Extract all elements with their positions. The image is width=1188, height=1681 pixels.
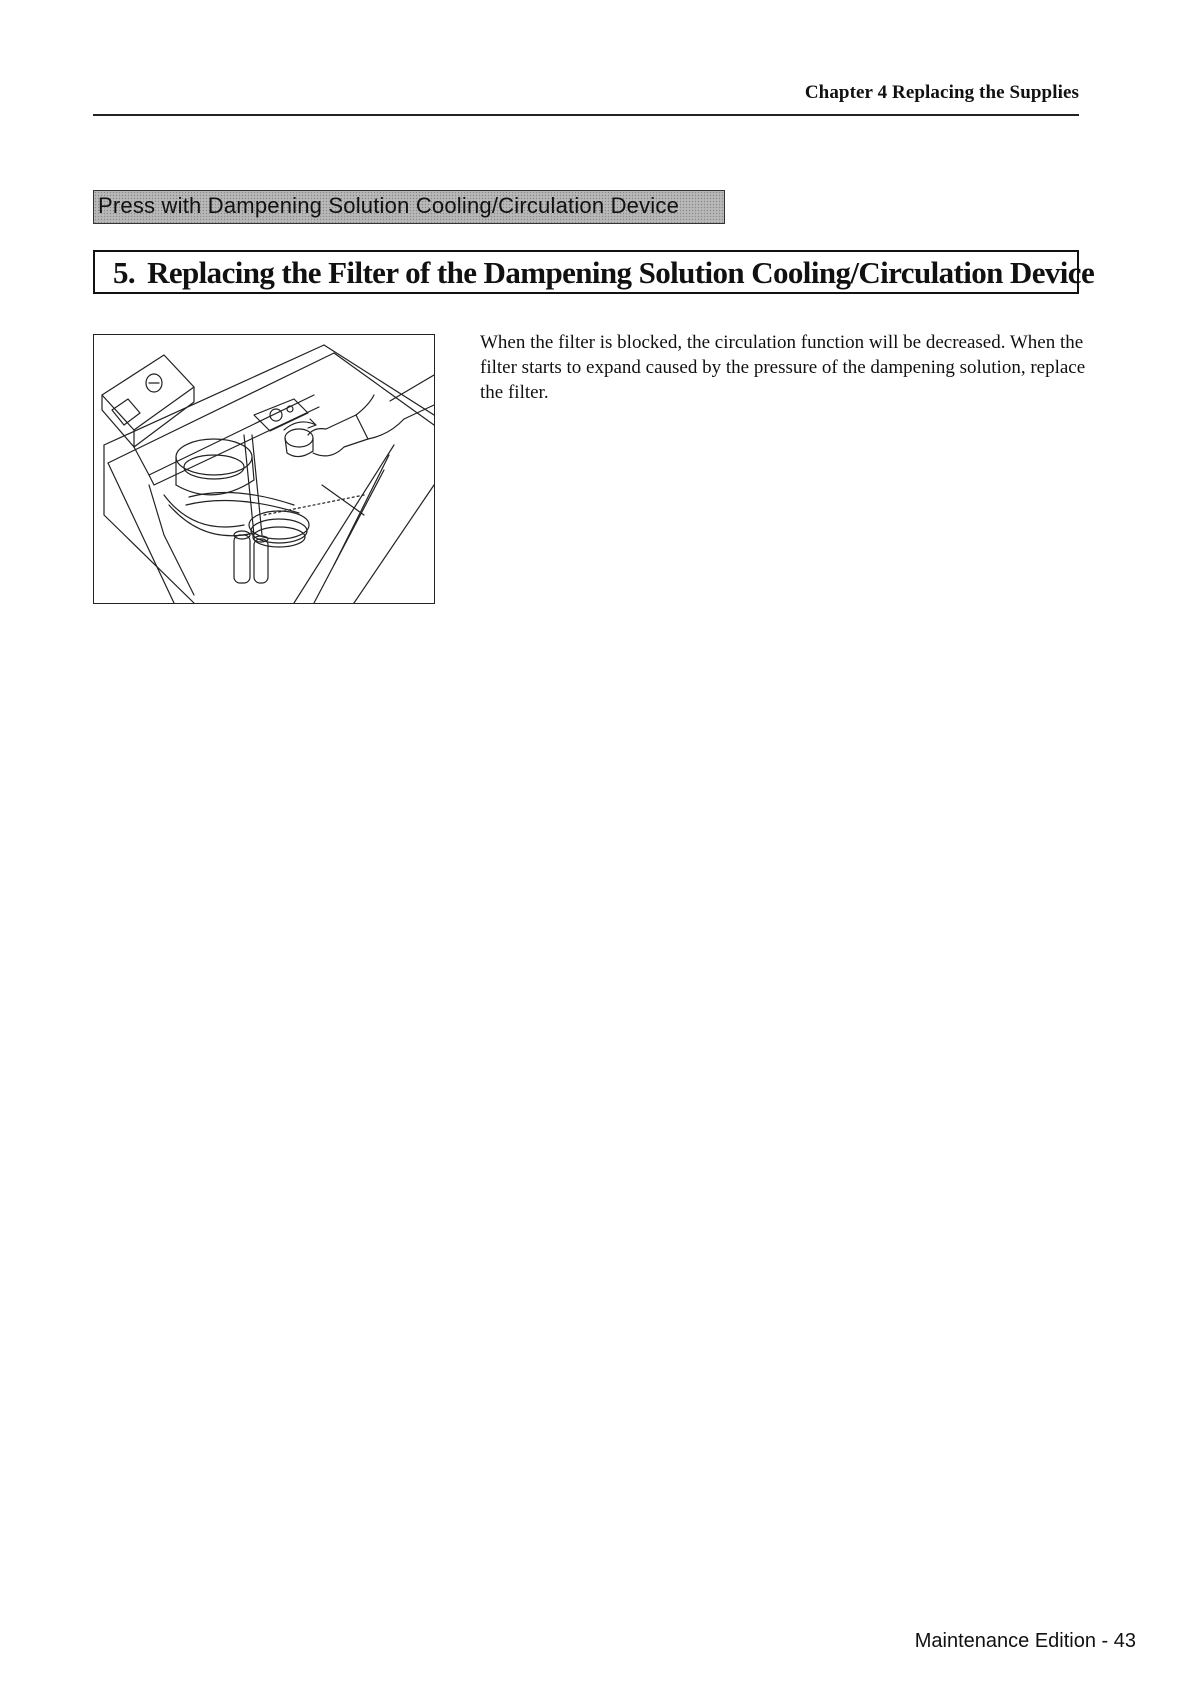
heading-text — [113, 255, 1094, 291]
section-banner-label: Press with Dampening Solution Cooling/Circulation Device — [98, 193, 680, 218]
page-footer: Maintenance Edition - 43 — [914, 1630, 1136, 1652]
heading-number: 5. — [113, 255, 136, 290]
section-banner — [93, 190, 725, 224]
heading-title: Replacing the Filter of the Dampening Solution Cooling/Circulation Device — [147, 255, 1095, 290]
running-header — [93, 78, 1079, 116]
chapter-title: Chapter 4 Replacing the Supplies — [804, 82, 1079, 103]
body-paragraph: When the filter is blocked, the circulation function will be decreased. When the filter starts to expand caused by the pressure of the dampening solution, replace the filter. — [480, 332, 1086, 403]
filter-illustration — [93, 334, 435, 604]
body-text — [480, 330, 1090, 405]
section-heading — [93, 250, 1095, 294]
filter-illustration-drawing — [94, 335, 434, 603]
